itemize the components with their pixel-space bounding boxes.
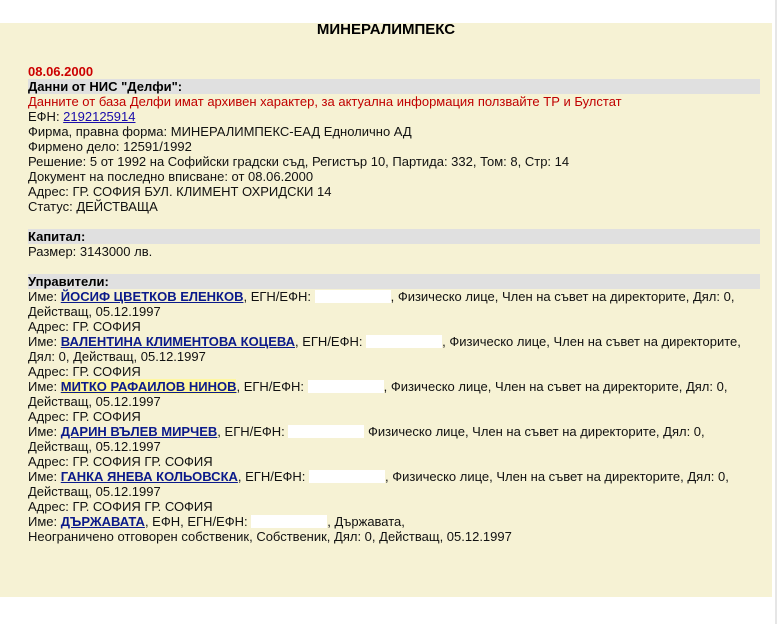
- egn-label: , ЕГН/ЕФН:: [217, 424, 289, 439]
- redacted-egn: [251, 515, 327, 528]
- egn-label: , ЕФН, ЕГН/ЕФН:: [144, 514, 252, 529]
- efn-row: [28, 109, 760, 124]
- record-date: 08.06.2000: [28, 64, 94, 79]
- egn-label: , ЕГН/ЕФН:: [243, 289, 315, 304]
- owner-row: [28, 514, 760, 529]
- manager-row: [28, 424, 760, 439]
- page-edge: [775, 0, 777, 624]
- manager-address: Адрес: ГР. СОФИЯ: [28, 409, 141, 424]
- egn-label: , ЕГН/ЕФН:: [237, 469, 309, 484]
- name-label: Име:: [28, 334, 61, 349]
- spacer: [28, 214, 760, 229]
- archive-warning: Данните от база Делфи имат архивен характер, за актуална информация ползвайте ТР и Булстат: [28, 94, 622, 109]
- manager-status: Действащ, 05.12.1997: [28, 484, 161, 499]
- manager-address: Адрес: ГР. СОФИЯ ГР. СОФИЯ: [28, 454, 213, 469]
- redacted-egn: [315, 290, 391, 303]
- company-details: [28, 64, 760, 544]
- manager-role: Физическо лице, Член на съвет на директорите, Дял: 0,: [364, 424, 705, 439]
- efn-link[interactable]: 2192125914: [63, 109, 136, 124]
- manager-link[interactable]: ГАНКА ЯНЕВА КОЛЬОВСКА: [60, 469, 238, 484]
- manager-status: Дял: 0, Действащ, 05.12.1997: [28, 349, 206, 364]
- redacted-egn: [308, 380, 384, 393]
- manager-role: , Физическо лице, Член на съвет на директорите,: [442, 334, 741, 349]
- company-status: Статус: ДЕЙСТВАЩА: [28, 199, 158, 214]
- manager-link[interactable]: ЙОСИФ ЦВЕТКОВ ЕЛЕНКОВ: [60, 289, 244, 304]
- manager-address: Адрес: ГР. СОФИЯ ГР. СОФИЯ: [28, 499, 213, 514]
- capital-section-header: Капитал:: [28, 229, 760, 244]
- firm-legal-form: Фирма, правна форма: МИНЕРАЛИМПЕКС-ЕАД Еднолично АД: [28, 124, 412, 139]
- managers-section-header: Управители:: [28, 274, 760, 289]
- manager-role: , Физическо лице, Член на съвет на директорите, Дял: 0,: [383, 379, 728, 394]
- manager-row: [28, 289, 760, 304]
- owner-link[interactable]: ДЪРЖАВАТА: [60, 514, 145, 529]
- name-label: Име:: [28, 424, 61, 439]
- manager-link[interactable]: ВАЛЕНТИНА КЛИМЕНТОВА КОЦЕВА: [60, 334, 295, 349]
- name-label: Име:: [28, 379, 61, 394]
- redacted-egn: [309, 470, 385, 483]
- redacted-egn: [366, 335, 442, 348]
- efn-label: ЕФН:: [28, 109, 64, 124]
- manager-link[interactable]: ДАРИН ВЪЛЕВ МИРЧЕВ: [60, 424, 218, 439]
- nis-section-header: Данни от НИС "Делфи":: [28, 79, 760, 94]
- owner-role: , Държавата,: [327, 514, 405, 529]
- redacted-egn: [288, 425, 364, 438]
- name-label: Име:: [28, 514, 61, 529]
- manager-status: Действащ, 05.12.1997: [28, 394, 161, 409]
- name-label: Име:: [28, 289, 61, 304]
- manager-address: Адрес: ГР. СОФИЯ: [28, 319, 141, 334]
- manager-row: [28, 334, 760, 349]
- spacer: [28, 259, 760, 274]
- manager-address: Адрес: ГР. СОФИЯ: [28, 364, 141, 379]
- last-entry-document: Документ на последно вписване: от 08.06.2000: [28, 169, 314, 184]
- capital-size: Размер: 3143000 лв.: [28, 244, 153, 259]
- manager-status: Действащ, 05.12.1997: [28, 304, 161, 319]
- manager-role: , Физическо лице, Член на съвет на директорите, Дял: 0,: [385, 469, 729, 484]
- manager-role: , Физическо лице, Член на съвет на директорите, Дял: 0,: [390, 289, 735, 304]
- manager-status: Действащ, 05.12.1997: [28, 439, 161, 454]
- owner-status: Неограничено отговорен собственик, Собственик, Дял: 0, Действащ, 05.12.1997: [28, 529, 512, 544]
- company-address: Адрес: ГР. СОФИЯ БУЛ. КЛИМЕНТ ОХРИДСКИ 14: [28, 184, 332, 199]
- court-decision: Решение: 5 от 1992 на Софийски градски съд, Регистър 10, Партида: 332, Том: 8, Стр: 14: [28, 154, 570, 169]
- firm-case: Фирмено дело: 12591/1992: [28, 139, 192, 154]
- manager-row: [28, 469, 760, 484]
- egn-label: , ЕГН/ЕФН:: [236, 379, 308, 394]
- page-title: МИНЕРАЛИМПЕКС: [316, 21, 456, 38]
- name-label: Име:: [28, 469, 61, 484]
- manager-link[interactable]: МИТКО РАФАИЛОВ НИНОВ: [60, 379, 237, 394]
- manager-row: [28, 379, 760, 394]
- egn-label: , ЕГН/ЕФН:: [295, 334, 367, 349]
